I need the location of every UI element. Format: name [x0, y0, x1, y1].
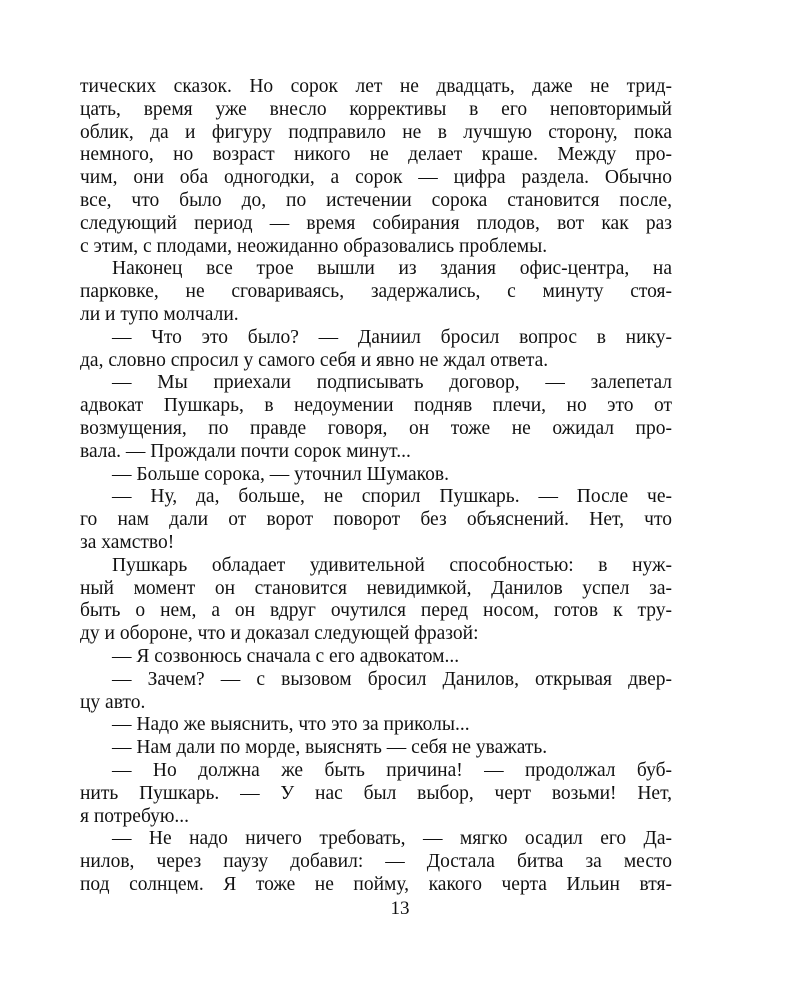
- text-line: за хамство!: [80, 531, 175, 553]
- text-line: — Ну, да, больше, не спорил Пушкарь. — После че-: [112, 486, 672, 508]
- text-line: тических сказок. Но сорок лет не двадцать, даже не трид-: [80, 76, 672, 97]
- text-line: ный момент он становится невидимкой, Данилов успел за-: [80, 577, 672, 599]
- text-line: я потребую...: [80, 805, 190, 827]
- text-line: облик, да и фигуру подправило не в лучшую сторону, пока: [80, 121, 672, 143]
- text-line: го нам дали от ворот поворот без объяснений. Нет, что: [80, 509, 672, 531]
- text-line: под солнцем. Я тоже не пойму, какого черта Ильин втя-: [80, 873, 672, 895]
- text-line: — Больше сорока, — уточнил Шумаков.: [112, 463, 449, 485]
- text-line: — Мы приехали подписывать договор, — залепетал: [112, 372, 672, 394]
- text-line: возмущения, по правде говоря, он тоже не ожидал про-: [80, 417, 672, 439]
- page-number: 13: [390, 898, 410, 919]
- text-line: цать, время уже внесло коррективы в его неповторимый: [80, 98, 672, 120]
- text-line: ду и обороне, что и доказал следующей фразой:: [80, 623, 479, 645]
- text-line: нилов, через паузу добавил: — Достала битва за место: [80, 851, 672, 873]
- text-line: с этим, с плодами, неожиданно образовались проблемы.: [80, 235, 548, 257]
- text-line: вала. — Прождали почти сорок минут...: [80, 440, 411, 462]
- text-line: Наконец все трое вышли из здания офис-центра, на: [112, 258, 672, 280]
- text-line: цу авто.: [80, 691, 146, 713]
- body-text: [80, 76, 672, 897]
- text-line: — Не надо ничего требовать, — мягко осадил его Да-: [112, 828, 672, 850]
- text-line: чим, они оба одногодки, а сорок — цифра раздела. Обычно: [80, 167, 672, 189]
- text-line: немного, но возраст никого не делает краше. Между про-: [80, 144, 672, 166]
- text-line: адвокат Пушкарь, в недоумении подняв плечи, но это от: [80, 395, 672, 417]
- text-line: быть о нем, а он вдруг очутился перед носом, готов к тру-: [80, 600, 672, 622]
- text-line: да, словно спросил у самого себя и явно не ждал ответа.: [80, 349, 549, 371]
- text-line: все, что было до, по истечении сорока становится после,: [80, 189, 672, 211]
- text-line: ли и тупо молчали.: [80, 303, 239, 325]
- text-line: — Но должна же быть причина! — продолжал буб-: [112, 759, 672, 781]
- text-line: — Я созвонюсь сначала с его адвокатом...: [112, 645, 460, 667]
- text-line: — Что это было? — Даниил бросил вопрос в нику-: [112, 326, 672, 348]
- text-line: — Зачем? — с вызовом бросил Данилов, открывая двер-: [112, 668, 672, 690]
- text-line: следующий период — время собирания плодов, вот как раз: [80, 212, 672, 234]
- text-line: Пушкарь обладает удивительной способностью: в нуж-: [112, 554, 672, 576]
- text-line: парковке, не сговариваясь, задержались, с минуту стоя-: [80, 281, 672, 303]
- text-line: — Надо же выяснить, что это за приколы...: [112, 714, 470, 736]
- text-line: — Нам дали по морде, выяснять — себя не уважать.: [112, 737, 548, 759]
- text-line: нить Пушкарь. — У нас был выбор, черт возьми! Нет,: [80, 782, 672, 804]
